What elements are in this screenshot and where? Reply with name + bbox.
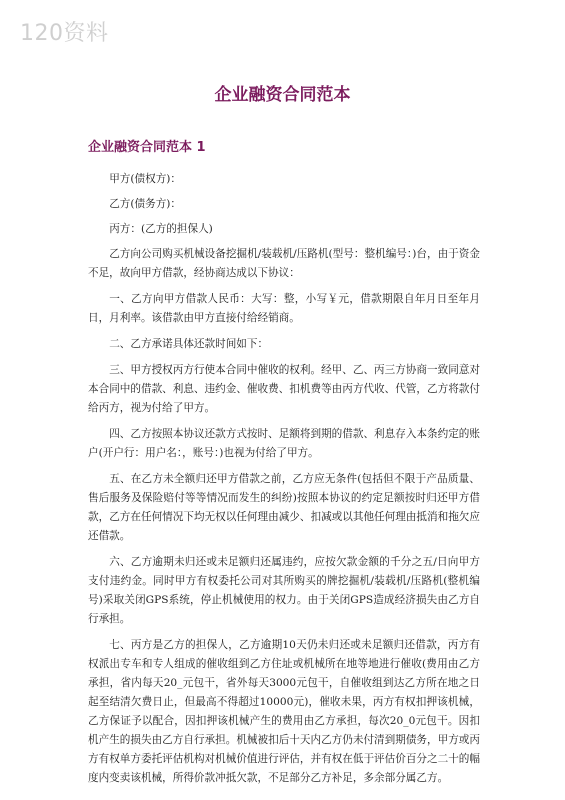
contract-body: [88, 170, 480, 795]
clause-6: 六、乙方逾期未归还或未足额归还属违约，应按欠款金额的千分之五/日向甲方支付违约金。同时甲方有权委托公司对其所购买的牌挖掘机/装载机/压路机(整机编号)采取关闭GPS系统，停止机械使用的权力。由于关闭GPS造成经济损失由乙方自行承担。: [88, 556, 480, 625]
watermark-logo: 120资料: [20, 21, 109, 46]
section-title: 企业融资合同范本 1: [88, 140, 206, 155]
clause-4: 四、乙方按照本协议还款方式按时、足额将到期的借款、利息存入本条约定的账户(开户行：用户名：，账号：)也视为付给了甲方。: [88, 428, 480, 459]
clause-1: 一、乙方向甲方借款人民币：大写：整，小写￥元，借款期限自年月日至年月日，月利率。该借款由甲方直接付给经销商。: [88, 293, 480, 324]
party-a-line: 甲方(债权方)：: [109, 173, 182, 185]
clause-3: 三、甲方授权丙方行使本合同中催收的权利。经甲、乙、丙三方协商一致同意对本合同中的借款、利息、违约金、催收费、扣机费等由丙方代收、代管，乙方将款付给丙方，视为付给了甲方。: [88, 364, 480, 414]
preamble-paragraph: 乙方向公司购买机械设备挖掘机/装载机/压路机(型号：整机编号：)台，由于资金不足，故向甲方借款，经协商达成以下协议：: [88, 248, 480, 279]
clause-5: 五、在乙方未全额归还甲方借款之前，乙方应无条件(包括但不限于产品质量、售后服务及保险赔付等等情况而发生的纠纷)按照本协议的约定足额按时归还甲方借款，乙方在任何情况下均无权以任何理由减少、扣减或以其他任何理由抵消和拖欠应还借款。: [88, 473, 480, 542]
clause-2: 二、乙方承诺具体还款时间如下：: [109, 338, 269, 350]
document-title: 企业融资合同范本: [214, 85, 351, 105]
clause-7: 七、丙方是乙方的担保人，乙方逾期10天仍未归还或未足额归还借款，丙方有权派出专车和专人组成的催收组到乙方住址或机械所在地等地进行催收(费用由乙方承担，省内每天20_元包干，省外每天3000元包干，自催收组到达乙方所在地之日起至结清欠费日止，但最高不得超过10000元)，催收未果，丙方有权扣押该机械，乙方保证予以配合，因扣押该机械产生的费用由乙方承担，每次20_0元包干。因扣机产生的损失由乙方自行承担。机械被扣后十天内乙方仍未付清到期债务，甲方或丙方有权单方委托评估机构对机械价值进行评估，并有权在低于评估价百分之二十的幅度内变卖该机械，所得价款冲抵欠款，不足部分乙方补足，多余部分属乙方。: [88, 639, 480, 784]
party-c-line: 丙方：(乙方的担保人): [109, 223, 213, 235]
party-b-line: 乙方(债务方)：: [109, 198, 182, 210]
